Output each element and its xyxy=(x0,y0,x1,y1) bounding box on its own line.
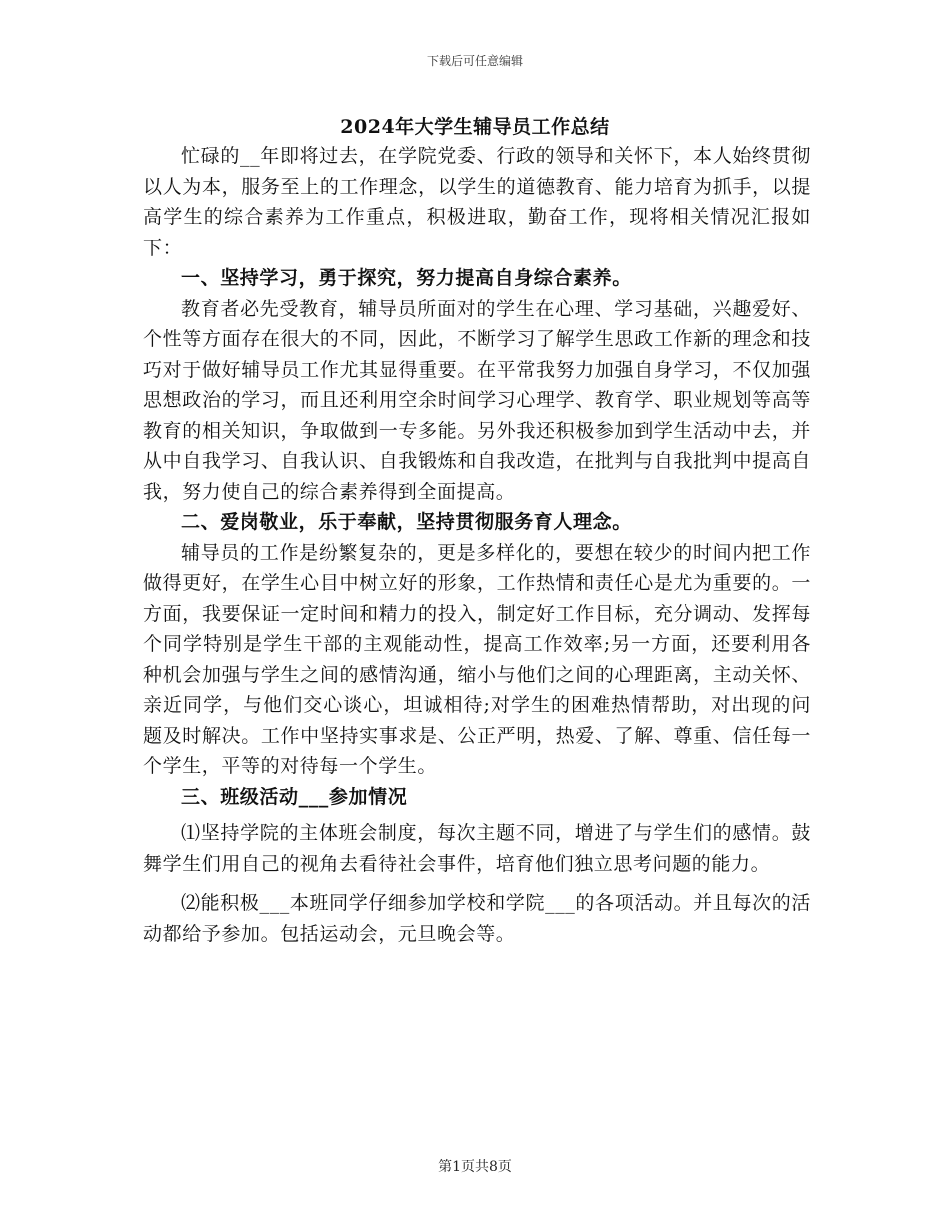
section-3-item-1: ⑴坚持学院的主体班会制度，每次主题不同，增进了与学生们的感情。鼓舞学生们用自己的视角去看待社会事件，培育他们独立思考问题的能力。 xyxy=(143,822,811,875)
page-header-note: 下载后可任意编辑 xyxy=(426,54,523,68)
intro-paragraph: 忙碌的__年即将过去，在学院党委、行政的领导和关怀下，本人始终贯彻以人为本，服务至上的工作理念，以学生的道德教育、能力培育为抓手，以提高学生的综合素养为工作重点，积极进取，勤奋工作，现将相关情况汇报如下： xyxy=(143,145,811,259)
section-3-heading: 三、班级活动___参加情况 xyxy=(181,785,408,808)
document-title: 2024年大学生辅导员工作总结 xyxy=(340,116,610,138)
section-2-body: 辅导员的工作是纷繁复杂的，更是多样化的，要想在较少的时间内把工作做得更好，在学生心目中树立好的形象，工作热情和责任心是尤为重要的。一方面，我要保证一定时间和精力的投入，制定好工作目标，充分调动、发挥每个同学特别是学生干部的主观能动性，提高工作效率;另一方面，还要利用各种机会加强与学生之间的感情沟通，缩小与他们之间的心理距离，主动关怀、亲近同学，与他们交心谈心，坦诚相待;对学生的困难热情帮助，对出现的问题及时解决。工作中坚持实事求是、公正严明，热爱、了解、尊重、信任每一个学生，平等的对待每一个学生。 xyxy=(143,541,811,777)
page-indicator: 第1页共8页 xyxy=(438,1159,512,1175)
section-2-heading: 二、爱岗敬业，乐于奉献，坚持贯彻服务育人理念。 xyxy=(181,511,632,533)
document-body xyxy=(143,141,811,949)
section-1-heading: 一、坚持学习，勇于探究，努力提高自身综合素养。 xyxy=(181,267,632,289)
section-1-body: 教育者必先受教育，辅导员所面对的学生在心理、学习基础，兴趣爱好、个性等方面存在很大的不同，因此，不断学习了解学生思政工作新的理念和技巧对于做好辅导员工作尤其显得重要。在平常我努力加强自身学习，不仅加强思想政治的学习，而且还利用空余时间学习心理学、教育学、职业规划等高等教育的相关知识，争取做到一专多能。另外我还积极参加到学生活动中去，并从中自我学习、自我认识、自我锻炼和自我改造，在批判与自我批判中提高自我，努力使自己的综合素养得到全面提高。 xyxy=(143,297,811,503)
section-3-item-2: ⑵能积极___本班同学仔细参加学校和学院___的各项活动。并且每次的活动都给予参加。包括运动会，元旦晚会等。 xyxy=(143,892,811,945)
